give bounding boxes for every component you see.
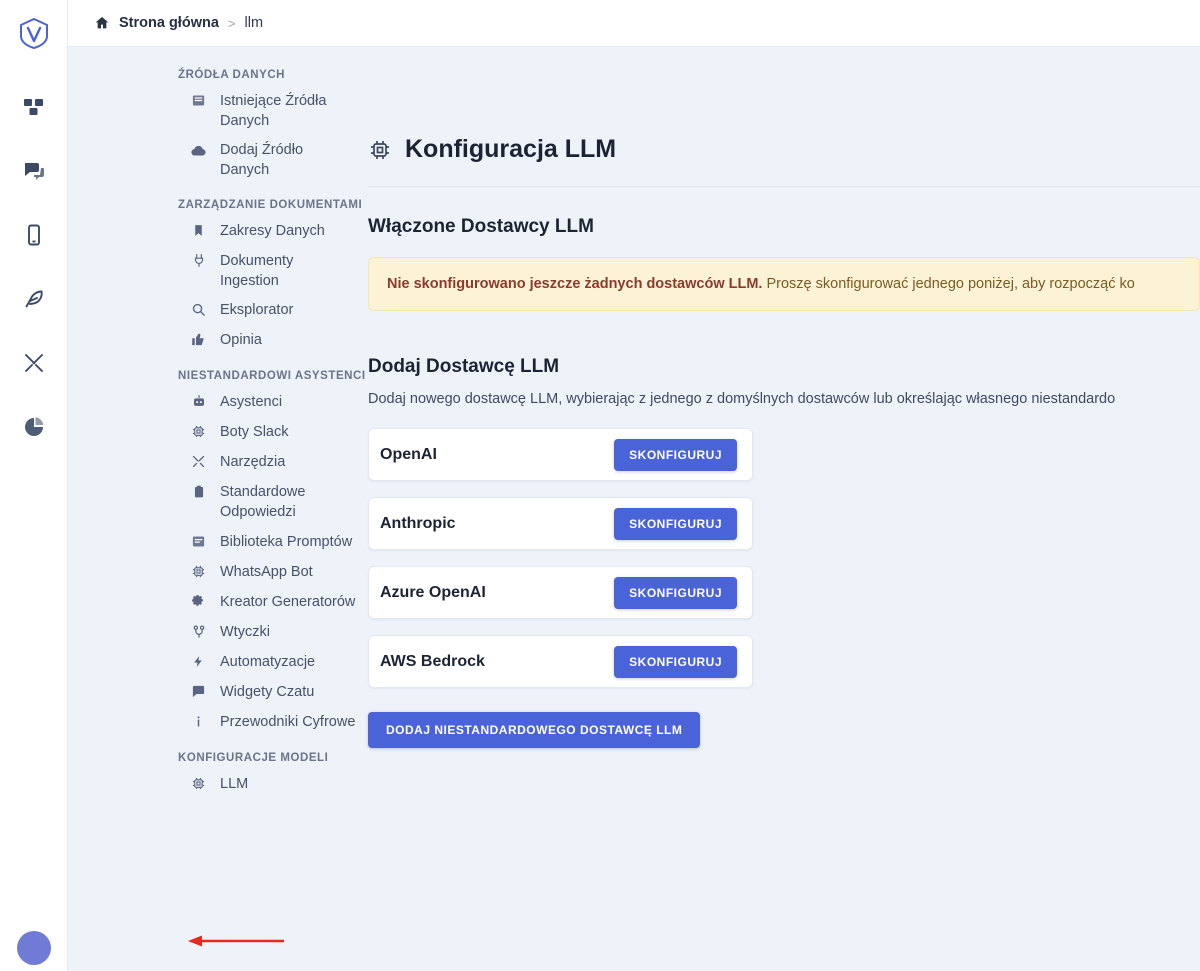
sidebar-item-assistants[interactable] bbox=[68, 388, 368, 418]
app-logo-icon[interactable] bbox=[17, 16, 51, 50]
avatar[interactable] bbox=[17, 931, 51, 965]
alert-strong-text: Nie skonfigurowano jeszcze żadnych dostawców LLM. bbox=[387, 276, 763, 292]
sidebar-item-label: Asystenci bbox=[220, 394, 283, 411]
sidebar-item-label: Wtyczki bbox=[220, 623, 270, 640]
sidebar-item-ingestion-documents[interactable] bbox=[68, 247, 368, 296]
sidebar-item-label: Eksplorator bbox=[220, 302, 294, 319]
sidebar-item-label: Widgety Czatu bbox=[220, 683, 315, 700]
nav-group-document-management bbox=[68, 199, 368, 356]
page-title bbox=[368, 135, 1200, 164]
sidebar-item-label: Narzędzia bbox=[220, 454, 286, 471]
configure-button-azure-openai[interactable]: SKONFIGURUJ bbox=[614, 577, 737, 609]
main-panel bbox=[368, 47, 1200, 971]
nav-group-model-configurations bbox=[68, 752, 368, 800]
enabled-providers-heading: Włączone Dostawcy LLM bbox=[368, 216, 594, 237]
breadcrumb-separator: > bbox=[227, 15, 236, 31]
data-sources-icon[interactable] bbox=[21, 94, 47, 120]
nav-group-custom-assistants bbox=[68, 370, 368, 737]
provider-card-anthropic[interactable] bbox=[368, 497, 753, 550]
no-providers-alert bbox=[368, 257, 1200, 311]
alert-rest-text: Proszę skonfigurować jednego poniżej, aby rozpocząć ko bbox=[762, 276, 1135, 292]
sidebar-item-explorer[interactable] bbox=[68, 296, 368, 326]
icon-rail bbox=[0, 0, 68, 971]
sidebar-item-label: Dokumenty Ingestion bbox=[220, 253, 294, 289]
configure-button-aws-bedrock[interactable]: SKONFIGURUJ bbox=[614, 646, 737, 678]
info-icon bbox=[190, 714, 207, 729]
sidebar-item-slack-bots[interactable] bbox=[68, 418, 368, 448]
sidebar-item-standard-answers[interactable] bbox=[68, 478, 368, 527]
provider-card-openai[interactable] bbox=[368, 428, 753, 481]
feather-icon[interactable] bbox=[21, 286, 47, 312]
add-provider-description: Dodaj nowego dostawcę LLM, wybierając z jednego z domyślnych dostawców lub określając własnego niestandardo bbox=[368, 391, 1116, 408]
rail-icon-list bbox=[21, 94, 47, 931]
sidebar-item-label: LLM bbox=[220, 775, 249, 792]
provider-name: Anthropic bbox=[380, 514, 456, 532]
bolt-icon bbox=[190, 654, 207, 669]
tools-icon[interactable] bbox=[21, 350, 47, 376]
sidebar-item-feedback[interactable] bbox=[68, 326, 368, 356]
sidebar-item-label: Zakresy Danych bbox=[220, 223, 325, 240]
chip-icon bbox=[190, 776, 207, 791]
bookmark-icon bbox=[190, 223, 207, 238]
sidebar-item-label: Kreator Generatorów bbox=[220, 593, 356, 610]
cloud-upload-icon bbox=[190, 142, 207, 159]
gear-icon bbox=[190, 594, 207, 609]
provider-card-azure-openai[interactable] bbox=[368, 566, 753, 619]
chat-icon[interactable] bbox=[21, 158, 47, 184]
sidebar-item-data-scopes[interactable] bbox=[68, 217, 368, 247]
chip-icon bbox=[190, 424, 207, 439]
sidebar-item-label: WhatsApp Bot bbox=[220, 563, 313, 580]
sidebar-item-label: Istniejące Źródła Danych bbox=[220, 93, 327, 129]
chip-icon bbox=[368, 138, 392, 162]
nav-group-data-sources bbox=[68, 69, 368, 185]
nav-group-title: ŹRÓDŁA DANYCH bbox=[178, 69, 286, 81]
divider bbox=[368, 186, 1200, 187]
sidebar-item-chat-widgets[interactable] bbox=[68, 678, 368, 708]
sidebar-item-label: Opinia bbox=[220, 332, 262, 349]
breadcrumb-home-label: Strona główna bbox=[119, 15, 219, 31]
page-title-text: Konfiguracja LLM bbox=[405, 135, 617, 163]
sidebar-item-existing-data-sources[interactable] bbox=[68, 87, 368, 136]
sidebar-item-label: Dodaj Źródło Danych bbox=[220, 142, 304, 178]
sidebar-item-prompt-library[interactable] bbox=[68, 528, 368, 558]
add-custom-provider-button[interactable]: DODAJ NIESTANDARDOWEGO DOSTAWCĘ LLM bbox=[368, 712, 700, 748]
chip-icon bbox=[190, 564, 207, 579]
sidebar-item-label: Przewodniki Cyfrowe bbox=[220, 713, 356, 730]
thumbs-up-icon bbox=[190, 332, 207, 347]
provider-name: AWS Bedrock bbox=[380, 652, 485, 670]
sidebar-item-label: Boty Slack bbox=[220, 424, 289, 441]
sidebar-item-plugins[interactable] bbox=[68, 618, 368, 648]
mobile-icon[interactable] bbox=[21, 222, 47, 248]
sidebar-item-whatsapp-bot[interactable] bbox=[68, 558, 368, 588]
search-icon bbox=[190, 302, 207, 317]
breadcrumb bbox=[68, 0, 1200, 47]
sidebar-item-digital-guides[interactable] bbox=[68, 708, 368, 738]
nav-group-title: KONFIGURACJE MODELI bbox=[178, 751, 329, 764]
book-icon bbox=[190, 534, 207, 549]
provider-card-aws-bedrock[interactable] bbox=[368, 635, 753, 688]
provider-list bbox=[368, 428, 1200, 688]
sidebar-item-llm[interactable] bbox=[68, 770, 368, 800]
database-icon bbox=[190, 93, 207, 108]
sidebar-item-add-data-source[interactable] bbox=[68, 136, 368, 185]
analytics-icon[interactable] bbox=[21, 414, 47, 440]
nav-group-title: ZARZĄDZANIE DOKUMENTAMI bbox=[178, 199, 363, 212]
sidebar-item-generator-builder[interactable] bbox=[68, 588, 368, 618]
configure-button-anthropic[interactable]: SKONFIGURUJ bbox=[614, 508, 737, 540]
right-pane bbox=[68, 0, 1200, 971]
provider-name: Azure OpenAI bbox=[380, 583, 486, 601]
tools-icon bbox=[190, 454, 207, 469]
sidebar-item-tools[interactable] bbox=[68, 448, 368, 478]
sidebar-item-automations[interactable] bbox=[68, 648, 368, 678]
sidebar-item-label: Biblioteka Promptów bbox=[220, 533, 353, 550]
nav-group-title: NIESTANDARDOWI ASYSTENCI bbox=[178, 370, 366, 383]
secondary-nav bbox=[68, 47, 368, 971]
breadcrumb-home[interactable] bbox=[94, 15, 219, 31]
configure-button-openai[interactable]: SKONFIGURUJ bbox=[614, 439, 737, 471]
sidebar-item-label: Standardowe Odpowiedzi bbox=[220, 484, 306, 520]
add-provider-heading: Dodaj Dostawcę LLM bbox=[368, 356, 560, 378]
clipboard-icon bbox=[190, 484, 207, 499]
plug-icon bbox=[190, 253, 207, 268]
content-area bbox=[68, 47, 1200, 971]
plugin-icon bbox=[190, 624, 207, 639]
robot-icon bbox=[190, 394, 207, 409]
breadcrumb-current[interactable]: llm bbox=[244, 15, 264, 31]
chat-bubble-icon bbox=[190, 684, 207, 699]
sidebar-item-label: Automatyzacje bbox=[220, 653, 316, 670]
provider-name: OpenAI bbox=[380, 445, 437, 463]
home-icon bbox=[94, 15, 110, 31]
